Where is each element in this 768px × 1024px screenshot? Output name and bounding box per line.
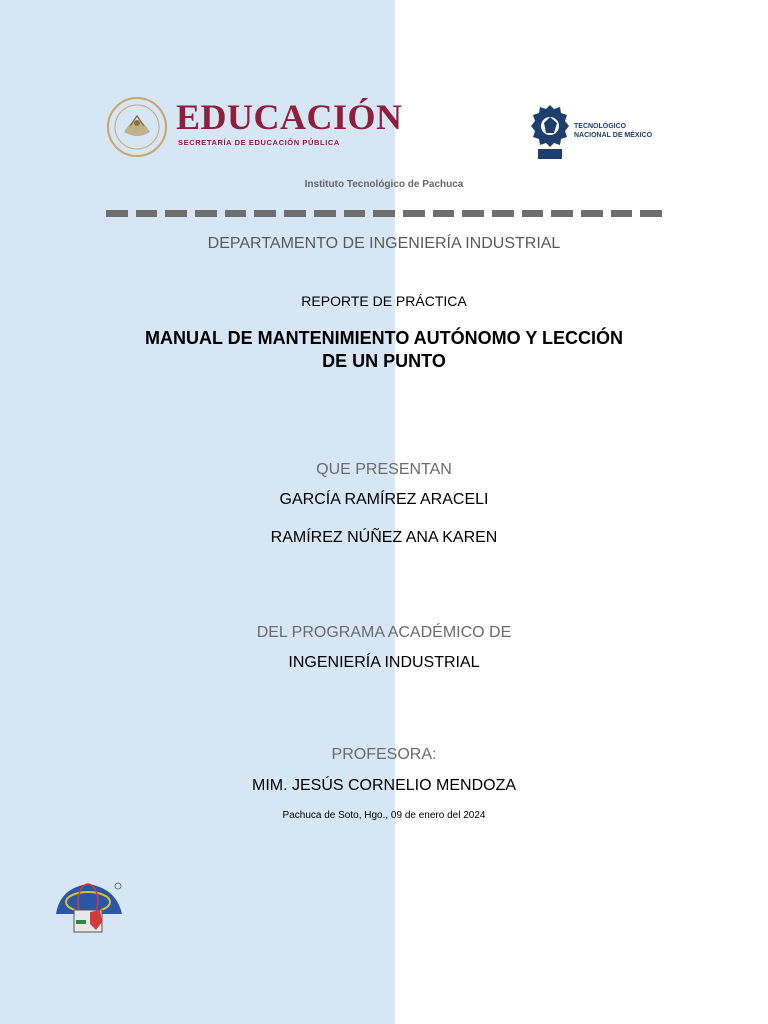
presenter-name: GARCÍA RAMÍREZ ARACELI	[279, 491, 489, 508]
document-title-line1: MANUAL DE MANTENIMIENTO AUTÓNOMO Y LECCIÓN	[144, 328, 623, 348]
tecnm-logo-line1: TECNOLÓGICO	[574, 123, 627, 130]
report-type: REPORTE DE PRÁCTICA	[301, 293, 467, 309]
professor-name: MIM. JESÚS CORNELIO MENDOZA	[251, 777, 517, 794]
tecnm-logo-line2: NACIONAL DE MÉXICO	[574, 132, 653, 139]
sep-seal-icon	[106, 96, 168, 158]
professor-label: PROFESORA:	[331, 746, 437, 763]
tecnm-gear-icon	[530, 103, 570, 161]
sep-logo-subtitle: SECRETARÍA DE EDUCACIÓN PÚBLICA	[178, 138, 340, 147]
program-name: INGENIERÍA INDUSTRIAL	[288, 654, 480, 671]
place-date: Pachuca de Soto, Hgo., 09 de enero del 2024	[282, 810, 486, 821]
document-title-line2: DE UN PUNTO	[322, 351, 446, 371]
sep-logo-title: EDUCACIÓN	[176, 97, 403, 137]
presenters-label: QUE PRESENTAN	[316, 461, 452, 478]
program-label: DEL PROGRAMA ACADÉMICO DE	[256, 624, 512, 641]
itp-logo-icon	[52, 880, 128, 936]
institute-name: Instituto Tecnológico de Pachuca	[304, 179, 464, 190]
dashed-divider	[106, 210, 662, 217]
department-heading: DEPARTAMENTO DE INGENIERÍA INDUSTRIAL	[207, 235, 561, 252]
presenter-name: RAMÍREZ NÚÑEZ ANA KAREN	[270, 529, 498, 546]
